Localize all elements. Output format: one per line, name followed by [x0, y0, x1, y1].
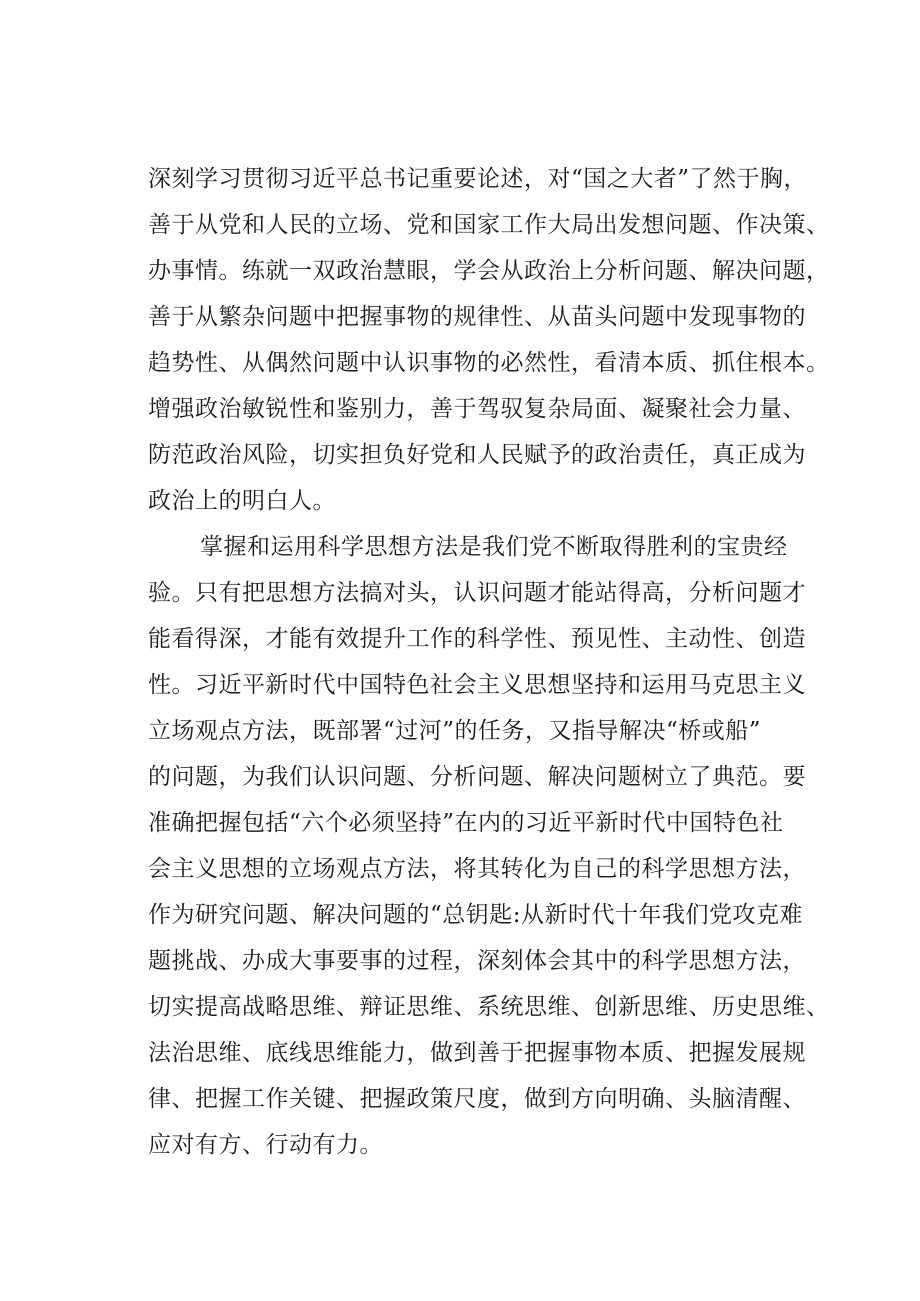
paragraph-2-line-5: 立场观点方法，既部署“过河”的任务，又指导解决“桥或船” [148, 718, 762, 744]
paragraph-2-line-3: 能看得深，才能有效提升工作的科学性、预见性、主动性、创造 [148, 626, 806, 652]
paragraph-2-line-8: 会主义思想的立场观点方法，将其转化为自己的科学思想方法， [148, 856, 806, 882]
paragraph-2-line-7: 准确把握包括“六个必须坚持”在内的习近平新时代中国特色社 [148, 810, 784, 836]
paragraph-1-line-5: 趋势性、从偶然问题中认识事物的必然性，看清本质、抓住根本。 [148, 350, 830, 376]
paragraph-1-line-8: 政治上的明白人。 [148, 488, 336, 514]
paragraph-2-line-4: 性。习近平新时代中国特色社会主义思想坚持和运用马克思主义 [148, 672, 806, 698]
paragraph-2-line-9: 作为研究问题、解决问题的“总钥匙:从新时代十年我们党攻克难 [148, 902, 804, 928]
paragraph-2-line-11: 切实提高战略思维、辩证思维、系统思维、创新思维、历史思维、 [148, 994, 830, 1020]
paragraph-2-line-13: 律、把握工作关键、把握政策尺度，做到方向明确、头脑清醒、 [148, 1086, 806, 1112]
paragraph-1-line-7: 防范政治风险，切实担负好党和人民赋予的政治责任，真正成为 [148, 442, 806, 468]
paragraph-2-line-2: 验。只有把思想方法搞对头，认识问题才能站得高，分析问题才 [148, 580, 806, 606]
paragraph-2-line-10: 题挑战、办成大事要事的过程，深刻体会其中的科学思想方法， [148, 948, 806, 974]
paragraph-2-line-1: 掌握和运用科学思想方法是我们党不断取得胜利的宝贵经 [200, 534, 788, 560]
paragraph-1-line-2: 善于从党和人民的立场、党和国家工作大局出发想问题、作决策、 [148, 212, 830, 238]
paragraph-1-line-3: 办事情。练就一双政治慧眼，学会从政治上分析问题、解决问题， [148, 258, 830, 284]
paragraph-2-line-12: 法治思维、底线思维能力，做到善于把握事物本质、把握发展规 [148, 1040, 806, 1066]
paragraph-1-line-1: 深刻学习贯彻习近平总书记重要论述，对“国之大者”了然于胸， [148, 166, 808, 192]
paragraph-1-line-4: 善于从繁杂问题中把握事物的规律性、从苗头问题中发现事物的 [148, 304, 806, 330]
paragraph-1-line-6: 增强政治敏锐性和鉴别力，善于驾驭复杂局面、凝聚社会力量、 [148, 396, 806, 422]
paragraph-2-line-14: 应对有方、行动有力。 [148, 1132, 383, 1158]
paragraph-2-line-6: 的问题，为我们认识问题、分析问题、解决问题树立了典范。要 [148, 764, 806, 790]
